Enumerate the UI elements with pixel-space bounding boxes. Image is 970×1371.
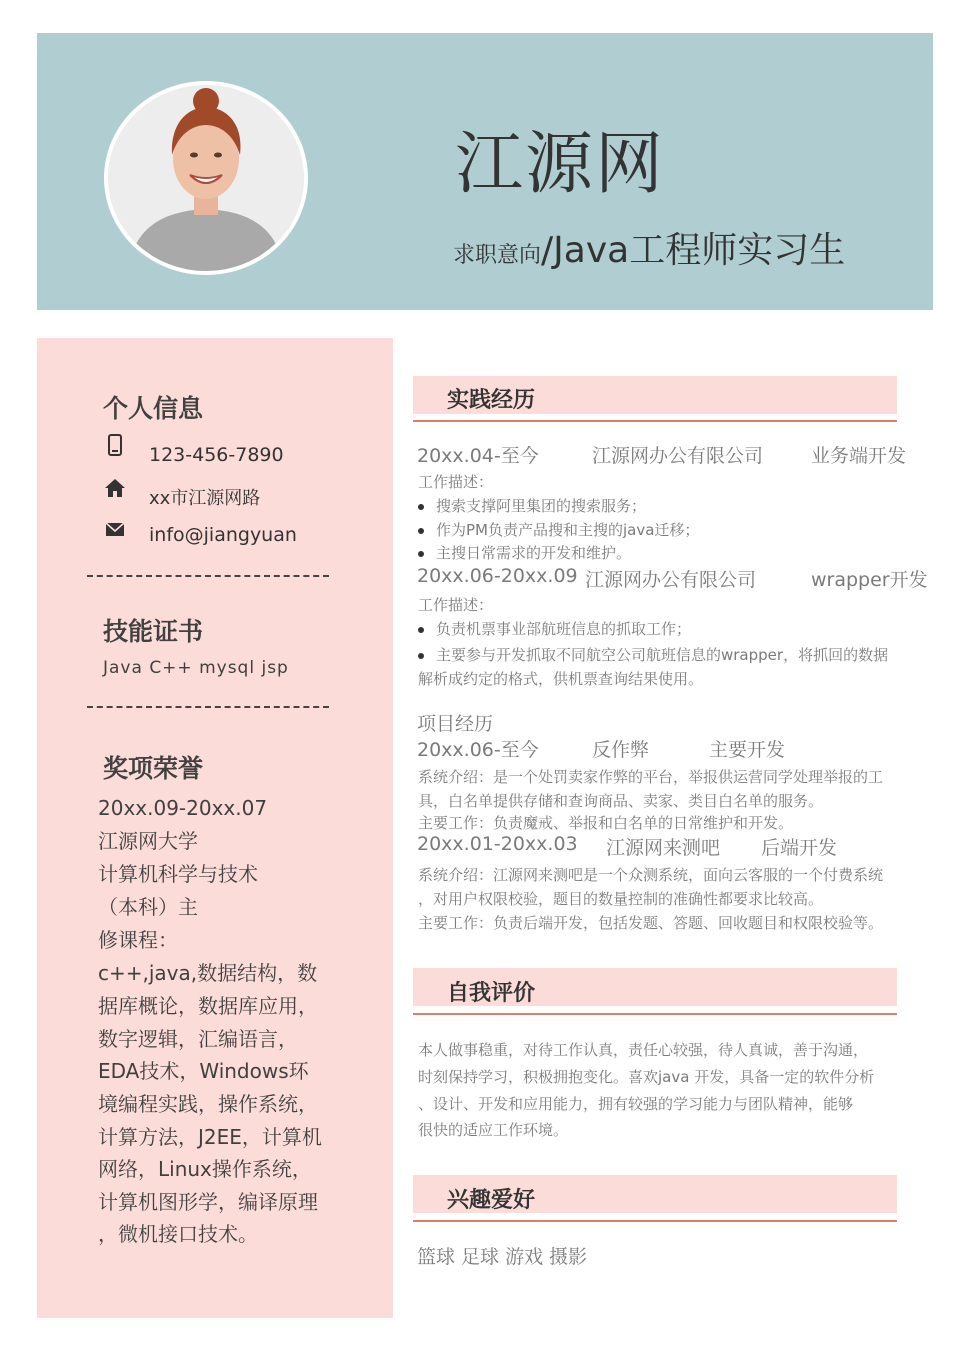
self-eval-line: 很快的适应工作环境。 [418, 1121, 569, 1139]
job-bullet-text: 搜索支撑阿里集团的搜索服务； [436, 497, 647, 515]
email-address: info@jiangyuan [149, 524, 297, 546]
award-line: c++,java,数据结构，数 [98, 961, 318, 985]
award-line: 计算方法，J2EE，计算机 [98, 1125, 322, 1149]
divider [87, 575, 329, 577]
phone-icon [104, 434, 126, 456]
job-intent [453, 222, 845, 273]
bullet-icon [418, 627, 424, 633]
mail-icon [104, 519, 126, 541]
award-line: 据库概论，数据库应用， [98, 994, 318, 1018]
profile-title: 个人信息 [103, 394, 204, 423]
bullet-icon [418, 551, 424, 557]
job-period: 20xx.04-至今 [417, 445, 539, 467]
job-intent-label: 求职意向 [453, 243, 542, 268]
project-system-desc: 具，白名单提供存储和查询商品、卖家、类目白名单的服务。 [418, 792, 824, 810]
hobbies-list: 篮球 足球 游戏 摄影 [417, 1246, 588, 1268]
job-bullet-continuation: 解析成约定的格式，供机票查询结果使用。 [418, 670, 704, 688]
project-name: 反作弊 [592, 739, 650, 761]
self-eval-title: 自我评价 [447, 981, 536, 1006]
project-system-desc: 系统介绍：是一个处罚卖家作弊的平台，举报供运营同学处理举报的工 [418, 768, 884, 786]
project-role: 主要开发 [709, 739, 786, 761]
profile-photo [108, 85, 304, 271]
job-period: 20xx.06-20xx.09 [417, 565, 578, 587]
job-role: wrapper开发 [811, 569, 928, 591]
practice-title: 实践经历 [447, 388, 536, 413]
project-name: 江源网来测吧 [606, 837, 721, 859]
home-icon [104, 477, 126, 499]
candidate-name: 江源网 [455, 125, 666, 204]
job-company: 江源网办公有限公司 [592, 445, 764, 467]
award-line: 网络，Linux操作系统， [98, 1157, 312, 1181]
skills-title: 技能证书 [103, 617, 204, 646]
job-desc-label: 工作描述： [418, 473, 494, 491]
project-system-desc: ，对用户权限校验，题目的数量控制的准确性都要求比较高。 [418, 890, 824, 908]
job-bullet [418, 618, 691, 639]
bullet-icon [418, 653, 424, 659]
home-address: xx市江源网路 [149, 488, 261, 509]
section-rule [413, 1013, 897, 1015]
award-line: 20xx.09-20xx.07 [98, 796, 268, 820]
project-period: 20xx.01-20xx.03 [417, 833, 578, 855]
job-intent-separator: / [541, 230, 554, 271]
divider [87, 706, 329, 708]
award-line: 修课程： [98, 928, 178, 952]
award-line: 计算机科学与技术 [98, 862, 258, 886]
self-eval-line: 本人做事稳重，对待工作认真，责任心较强，待人真诚，善于沟通， [418, 1041, 869, 1059]
award-line: 境编程实践，操作系统， [98, 1092, 318, 1116]
job-bullet [418, 495, 646, 516]
job-bullet-text: 主要参与开发抓取不同航空公司航班信息的wrapper，将抓回的数据 [436, 646, 889, 664]
job-bullet [418, 519, 699, 540]
award-line: 计算机图形学，编译原理 [98, 1190, 318, 1214]
award-line: EDA技术，Windows环 [98, 1059, 309, 1083]
self-eval-line: 、设计、开发和应用能力，拥有较强的学习能力与团队精神，能够 [418, 1095, 854, 1113]
project-system-desc: 系统介绍：江源网来测吧是一个众测系统，面向云客服的一个付费系统 [418, 866, 884, 884]
projects-label: 项目经历 [417, 713, 494, 735]
self-eval-line: 时刻保持学习，积极拥抱变化。喜欢java 开发，具备一定的软件分析 [418, 1068, 875, 1086]
avatar [104, 81, 308, 275]
project-period: 20xx.06-至今 [417, 739, 539, 761]
phone-number: 123-456-7890 [149, 444, 284, 466]
awards-title: 奖项荣誉 [103, 754, 204, 783]
job-bullet-text: 主搜日常需求的开发和维护。 [436, 544, 632, 562]
job-role: 业务端开发 [811, 445, 907, 467]
hobbies-title: 兴趣爱好 [447, 1188, 536, 1213]
award-line: （本科）主 [98, 895, 198, 919]
job-bullet [418, 644, 888, 665]
award-line: 数字逻辑，汇编语言， [98, 1027, 298, 1051]
project-role: 后端开发 [761, 837, 838, 859]
bullet-icon [418, 504, 424, 510]
job-desc-label: 工作描述： [418, 596, 494, 614]
job-company: 江源网办公有限公司 [585, 569, 757, 591]
bullet-icon [418, 528, 424, 534]
job-bullet-text: 作为PM负责产品搜和主搜的java迁移； [436, 521, 700, 539]
project-work-desc: 主要工作：负责魔戒、举报和白名单的日常维护和开发。 [418, 814, 794, 832]
award-line: ，微机接口技术。 [98, 1222, 258, 1246]
section-rule [413, 1220, 897, 1222]
skills-list: Java C++ mysql jsp [103, 658, 289, 678]
project-work-desc: 主要工作：负责后端开发，包括发题、答题、回收题目和权限校验等。 [418, 914, 884, 932]
section-rule [413, 420, 897, 422]
job-intent-value: Java工程师实习生 [553, 230, 846, 271]
award-line: 江源网大学 [98, 829, 198, 853]
job-bullet-text: 负责机票事业部航班信息的抓取工作； [436, 620, 692, 638]
job-bullet [418, 542, 631, 563]
